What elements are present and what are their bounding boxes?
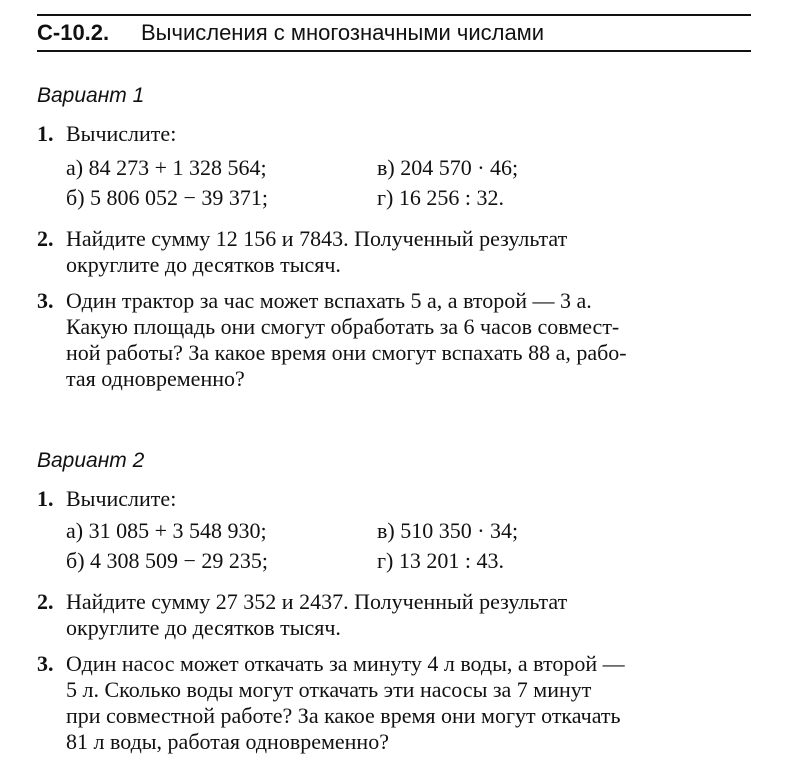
variant-2-calc-g: г) 13 201 : 43.: [377, 548, 504, 573]
variant-1-task-1-number: 1.: [37, 121, 54, 146]
variant-1-task-3-line-3: ной работы? За какое время они смогут вспахать 88 а, рабо-: [66, 340, 627, 365]
variant-2-calc-b: б) 4 308 509 − 29 235;: [66, 548, 269, 573]
variant-2-calc-v: в) 510 350 · 34;: [377, 518, 519, 543]
variant-2-task-2-line-2: округлите до десятков тысяч.: [66, 615, 341, 640]
variant-1-task-3-line-1: Один трактор за час может вспахать 5 а, а второй — 3 а.: [66, 288, 592, 313]
variant-2-task-3-number: 3.: [37, 651, 54, 676]
variant-1-calc-a: а) 84 273 + 1 328 564;: [66, 155, 267, 180]
variant-2-calc-a: а) 31 085 + 3 548 930;: [66, 518, 267, 543]
variant-2-task-3-line-1: Один насос может откачать за минуту 4 л воды, а второй —: [66, 651, 625, 676]
variant-1-task-3-number: 3.: [37, 288, 54, 313]
variant-1-calc-v: в) 204 570 · 46;: [377, 155, 519, 180]
variant-1-task-2-number: 2.: [37, 226, 54, 251]
variant-1-calc-b: б) 5 806 052 − 39 371;: [66, 185, 269, 210]
worksheet-header: [37, 14, 751, 52]
variant-2-task-1-number: 1.: [37, 486, 54, 511]
variant-2-task-3-line-2: 5 л. Сколько воды могут откачать эти насосы за 7 минут: [66, 677, 592, 702]
variant-1-task-3-line-4: тая одновременно?: [66, 366, 245, 391]
worksheet-title: Вычисления с многозначными числами: [141, 20, 545, 45]
variant-1-task-2-line-2: округлите до десятков тысяч.: [66, 252, 341, 277]
variant-2-title: Вариант 2: [37, 449, 145, 472]
variant-1-task-2-line-1: Найдите сумму 12 156 и 7843. Полученный результат: [66, 226, 568, 251]
worksheet-code: С-10.2.: [37, 20, 110, 45]
variant-2-task-2-line-1: Найдите сумму 27 352 и 2437. Полученный результат: [66, 589, 568, 614]
variant-1-calc-g: г) 16 256 : 32.: [377, 185, 504, 210]
variant-1-title: Вариант 1: [37, 84, 145, 107]
variant-2-task-3-line-4: 81 л воды, работая одновременно?: [66, 729, 389, 754]
variant-1-task-3-line-2: Какую площадь они смогут обработать за 6 часов совмест-: [66, 314, 620, 339]
variant-1-task-1-prompt: Вычислите:: [66, 121, 177, 146]
variant-2-task-2-number: 2.: [37, 589, 54, 614]
variant-2-task-3-line-3: при совместной работе? За какое время они могут откачать: [66, 703, 621, 728]
variant-2-task-1-prompt: Вычислите:: [66, 486, 177, 511]
